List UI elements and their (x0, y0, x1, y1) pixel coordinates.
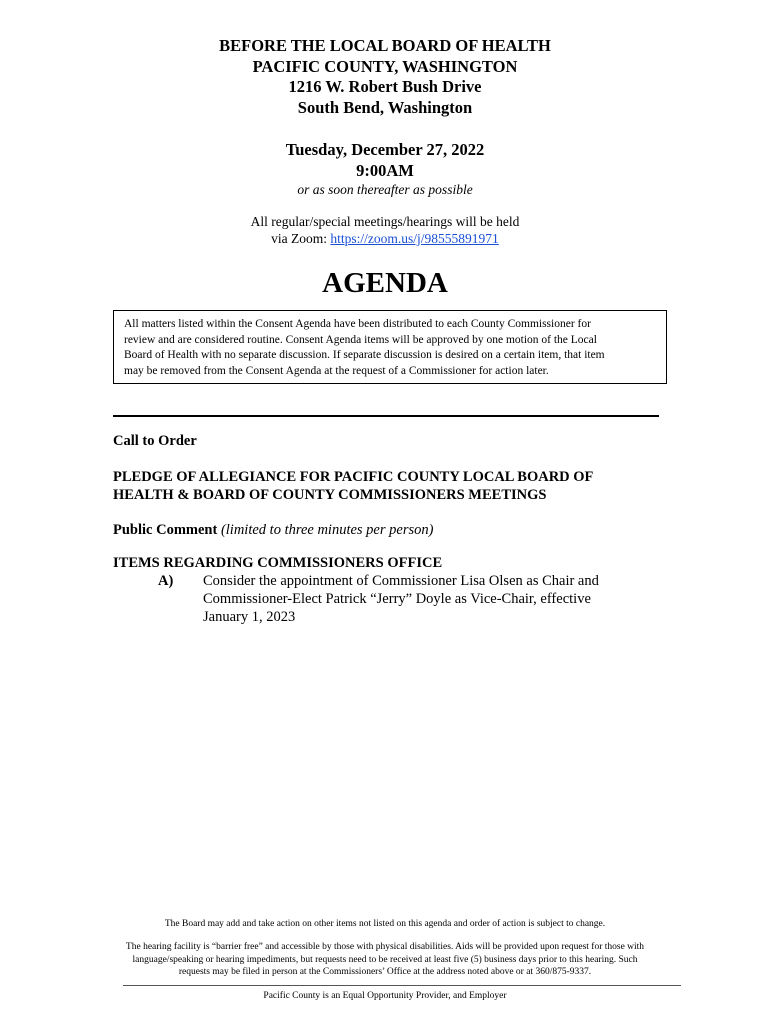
header-line-city: South Bend, Washington (297, 97, 473, 117)
meeting-date: Tuesday, December 27, 2022 (285, 140, 485, 159)
public-comment (113, 521, 433, 539)
consent-line-2: review and are considered routine. Consent Agenda items will be approved by one motion of the Local (124, 333, 597, 346)
agenda-item-line-1: Consider the appointment of Commissioner Lisa Olsen as Chair and (203, 573, 599, 589)
zoom-prefix: via Zoom: (271, 231, 331, 246)
commissioners-office-heading: ITEMS REGARDING COMMISSIONERS OFFICE (113, 555, 443, 571)
public-comment-label: Public Comment (113, 522, 218, 538)
meeting-time-note: or as soon thereafter as possible (297, 182, 473, 197)
header-line-board: BEFORE THE LOCAL BOARD OF HEALTH (219, 36, 551, 55)
agenda-item-line-2: Commissioner-Elect Patrick “Jerry” Doyle as Vice-Chair, effective (203, 591, 591, 607)
zoom-line-1: All regular/special meetings/hearings will be held (250, 214, 520, 229)
agenda-item-label: A) (158, 573, 174, 589)
header-line-street: 1216 W. Robert Bush Drive (288, 77, 482, 96)
agenda-item-text (203, 572, 643, 626)
facility-line-2: language/speaking or hearing impediments, but requests need to be received at least five (5) business days prior to this hearing. Such (132, 954, 638, 965)
header-line-county: PACIFIC COUNTY, WASHINGTON (252, 56, 518, 76)
zoom-line-2 (0, 230, 770, 247)
agenda-item-line-3: January 1, 2023 (203, 609, 296, 625)
pledge-line-1: PLEDGE OF ALLEGIANCE FOR PACIFIC COUNTY LOCAL BOARD OF (113, 469, 594, 485)
footer-divider (123, 985, 681, 986)
pledge-line-2: HEALTH & BOARD OF COUNTY COMMISSIONERS MEETINGS (113, 487, 547, 503)
public-comment-note: (limited to three minutes per person) (220, 522, 434, 538)
meeting-time: 9:00AM (356, 161, 414, 180)
equal-opportunity-statement: Pacific County is an Equal Opportunity Provider, and Employer (263, 991, 507, 1001)
footer-facility-notice (100, 941, 670, 979)
meeting-datetime (0, 139, 770, 199)
zoom-link[interactable]: https://zoom.us/j/98555891971 (330, 231, 499, 246)
call-to-order: Call to Order (113, 433, 197, 449)
consent-agenda-notice (113, 310, 667, 384)
consent-line-3: Board of Health with no separate discussion. If separate discussion is desired on a certain item, that item (124, 349, 605, 362)
pledge-heading (113, 468, 593, 504)
consent-line-4: may be removed from the Consent Agenda at the request of a Commissioner for action later. (124, 364, 549, 377)
document-header (0, 36, 770, 118)
consent-line-1: All matters listed within the Consent Agenda have been distributed to each County Commissioner for (124, 318, 591, 330)
agenda-title: AGENDA (322, 267, 448, 299)
zoom-info (0, 213, 770, 247)
footer-board-note: The Board may add and take action on other items not listed on this agenda and order of action is subject to change. (164, 919, 606, 929)
facility-line-3: requests may be filed in person at the Commissioners’ Office at the address noted above or at 360/875-9337. (178, 967, 592, 977)
facility-line-1: The hearing facility is “barrier free” and accessible by those with physical disabilities. Aids will be provided upon request for those with (125, 942, 645, 952)
section-divider (113, 415, 659, 417)
